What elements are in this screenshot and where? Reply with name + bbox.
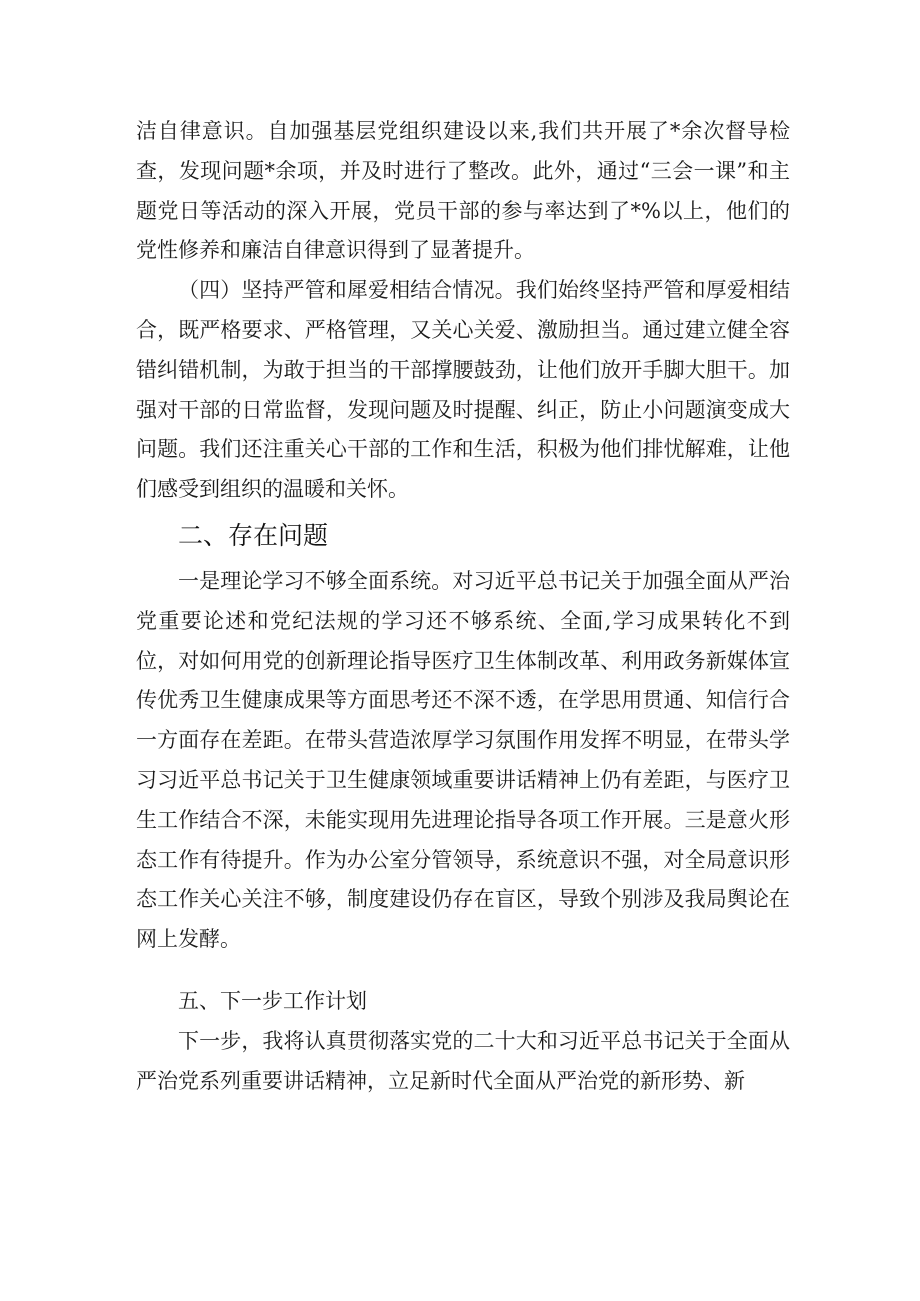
section-heading-next-plan: 五、下一步工作计划 — [178, 988, 367, 1013]
paragraph-integrity-awareness: 洁自律意识。自加强基层党组织建设以来,我们共开展了*余次督导检查，发现问题*余项，并及时进行了整改。此外，通过“三会一课”和主题党日等活动的深入开展，党员干部的参与率达到了*%以上，他们的党性修养和廉洁自律意识得到了显著提升。 — [136, 119, 790, 263]
paragraph-strict-management: （四）坚持严管和犀爱相结合情况。我们始终坚持严管和厚爱相结合，既严格要求、严格管理，又关心关爱、激励担当。通过建立健全容错纠错机制，为敢于担当的干部撑腰鼓劲，让他们放开手脚大胆干。加强对干部的日常监督，发现问题及时提醒、纠正，防止小问题演变成大问题。我们还注重关心干部的工作和生活，积极为他们排忧解难，让他们感受到组织的温暖和关怀。 — [136, 278, 790, 502]
paragraph-next-steps: 下一步，我将认真贯彻落实党的二十大和习近平总书记关于全面从严治党系列重要讲话精神，立足新时代全面从严治党的新形势、新 — [136, 1028, 790, 1093]
paragraph-theory-study: 一是理论学习不够全面系统。对习近平总书记关于加强全面从严治党重要论述和党纪法规的学习还不够系统、全面,学习成果转化不到位，对如何用党的创新理论指导医疗卫生体制改革、利用政务新媒体宣传优秀卫生健康成果等方面思考还不深不透，在学思用贯通、知信行合一方面存在差距。在带头营造浓厚学习氛围作用发挥不明显，在带头学习习近平总书记关于卫生健康领域重要讲话精神上仍有差距，与医疗卫生工作结合不深，未能实现用先进理论指导各项工作开展。三是意火形态工作有待提升。作为办公室分管领导，系统意识不强，对全局意识形态工作关心关注不够，制度建设仍存在盲区，导致个别涉及我局舆论在网上发酵。 — [136, 568, 790, 952]
document-body — [136, 112, 790, 1101]
section-heading-existing-problems: 二、存在问题 — [178, 520, 329, 550]
